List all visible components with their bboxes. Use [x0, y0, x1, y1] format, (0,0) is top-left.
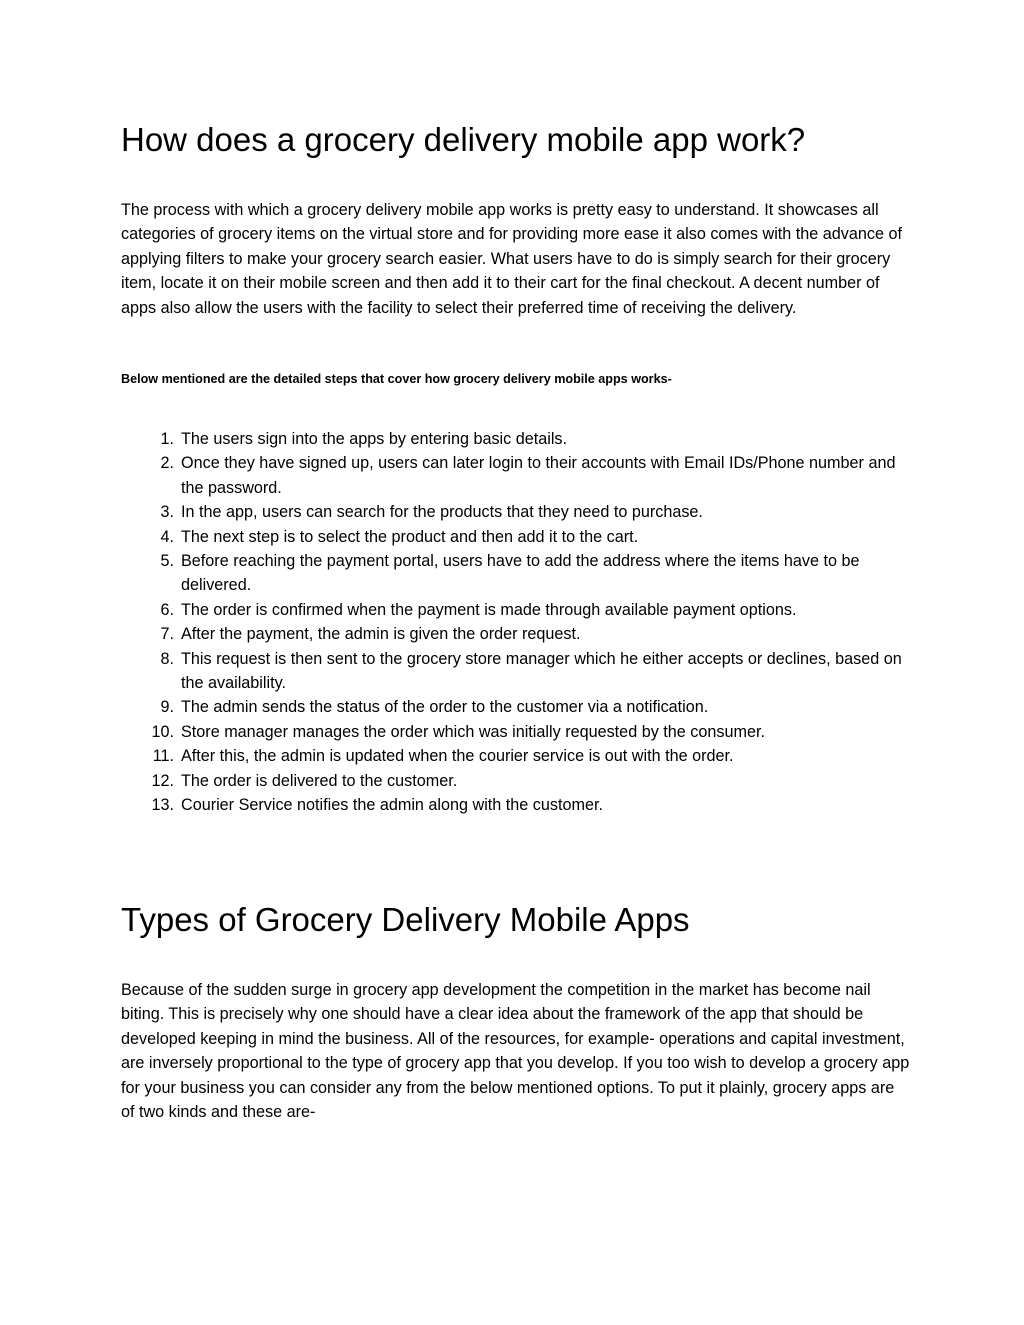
intro-paragraph: The process with which a grocery delivery mobile app works is pretty easy to understand. It showcases all categories of grocery items on the virtual store and for providing more ease it also comes with the advance of applying filters to make your grocery search easier. What users have to do is simply search for their grocery item, locate it on their mobile screen and then add it to their cart for the final checkout. A decent number of apps also allow the users with the facility to select their preferred time of receiving the delivery.: [121, 201, 902, 317]
list-item: [121, 720, 911, 744]
list-item-number: 12.: [151, 771, 174, 790]
list-item-number: 4.: [160, 527, 174, 546]
list-item-number: 11.: [152, 747, 174, 766]
list-item: [121, 525, 911, 549]
section-heading-types: Types of Grocery Delivery Mobile Apps: [121, 901, 690, 938]
list-item: [121, 427, 911, 451]
list-item-text: The next step is to select the product and then add it to the cart.: [181, 527, 639, 546]
steps-subheading: Below mentioned are the detailed steps that cover how grocery delivery mobile apps works-: [121, 372, 672, 386]
list-item: [121, 695, 911, 719]
list-item-number: 2.: [160, 454, 174, 473]
list-item-number: 9.: [160, 698, 174, 717]
list-item-text: Once they have signed up, users can later login to their accounts with Email IDs/Phone number and the password.: [181, 454, 896, 497]
types-paragraph: Because of the sudden surge in grocery app development the competition in the market has become nail biting. This is precisely why one should have a clear idea about the framework of the app that should be developed keeping in mind the business. All of the resources, for example- operations and capital investment, are inversely proportional to the type of grocery app that you develop. If you too wish to develop a grocery app for your business you can consider any from the below mentioned options. To put it plainly, grocery apps are of two kinds and these are-: [121, 981, 910, 1122]
list-item: [121, 622, 911, 646]
list-item-number: 3.: [160, 503, 174, 522]
list-item: [121, 500, 911, 524]
list-item-text: The order is delivered to the customer.: [181, 771, 458, 790]
steps-list: [121, 427, 911, 818]
list-item: [121, 598, 911, 622]
list-item-text: Courier Service notifies the admin along with the customer.: [181, 796, 603, 815]
list-item-number: 1.: [160, 430, 174, 448]
list-item-number: 5.: [160, 552, 174, 571]
list-item: [121, 647, 911, 696]
list-item-text: In the app, users can search for the products that they need to purchase.: [181, 503, 703, 522]
list-item-text: Before reaching the payment portal, users have to add the address where the items have to be delivered.: [181, 552, 860, 595]
list-item-text: The admin sends the status of the order to the customer via a notification.: [181, 698, 709, 717]
list-item-text: The users sign into the apps by entering basic details.: [181, 430, 568, 448]
list-item: [121, 549, 911, 598]
list-item-text: After the payment, the admin is given the order request.: [181, 625, 581, 644]
list-item: [121, 451, 911, 500]
list-item-text: This request is then sent to the grocery store manager which he either accepts or declines, based on the availability.: [181, 649, 902, 693]
list-item-number: 7.: [160, 625, 174, 644]
section-heading-how-it-works: How does a grocery delivery mobile app work?: [121, 121, 806, 158]
list-item-number: 13.: [151, 796, 174, 815]
list-item-text: Store manager manages the order which was initially requested by the consumer.: [181, 722, 765, 741]
list-item-number: 8.: [160, 649, 174, 668]
list-item: [121, 769, 911, 793]
list-item-number: 6.: [160, 600, 174, 619]
list-item-number: 10.: [151, 722, 174, 741]
list-item-text: After this, the admin is updated when the courier service is out with the order.: [181, 747, 734, 766]
list-item-text: The order is confirmed when the payment is made through available payment options.: [181, 600, 797, 619]
list-item: [121, 793, 911, 817]
list-item: [121, 744, 911, 768]
